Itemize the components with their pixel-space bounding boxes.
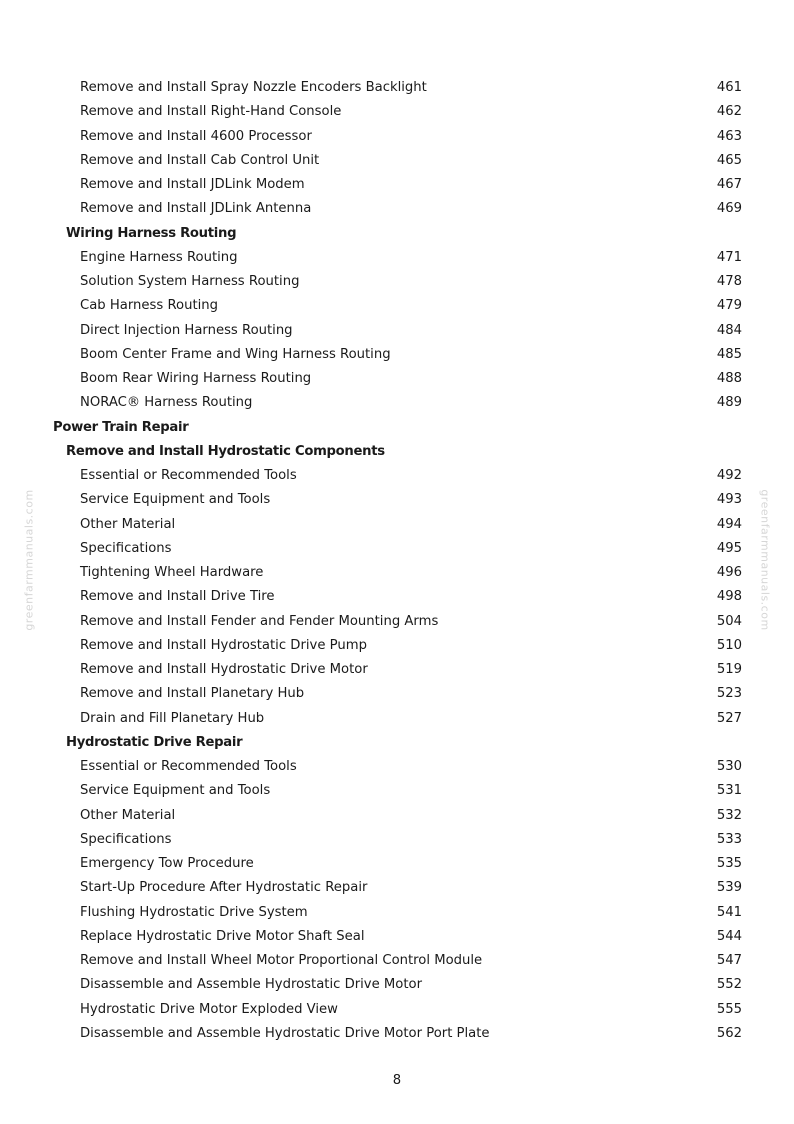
toc-entry-page-number: 530 [716, 759, 742, 774]
watermark-left: greenfarmmanuals.com [22, 489, 36, 631]
toc-section-heading[interactable] [0, 731, 794, 755]
toc-entry-page-number: 510 [716, 637, 742, 653]
toc-entry-page-number: 471 [716, 249, 742, 265]
toc-entry[interactable] [0, 901, 794, 925]
toc-entry-title: Specifications [80, 540, 172, 556]
toc-entry[interactable] [0, 343, 794, 367]
toc-entry-page-number: 485 [716, 346, 742, 362]
toc-entry-page-number: 489 [716, 395, 742, 411]
toc-entry[interactable] [0, 197, 794, 221]
toc-entry-title: Specifications [80, 831, 172, 847]
toc-entry[interactable] [0, 319, 794, 343]
toc-entry[interactable] [0, 173, 794, 197]
toc-entry[interactable] [0, 464, 794, 488]
toc-entry-title: NORAC® Harness Routing [80, 395, 253, 411]
toc-entry[interactable] [0, 779, 794, 803]
toc-entry-title: Remove and Install Hydrostatic Drive Motor [80, 662, 368, 677]
toc-entry-title: Essential or Recommended Tools [80, 759, 297, 774]
toc-entry-title: Remove and Install Cab Control Unit [80, 152, 320, 168]
toc-entry-title: Emergency Tow Procedure [80, 856, 254, 871]
toc-entry-page-number: 533 [716, 831, 742, 847]
toc-entry-page-number: 531 [716, 783, 742, 799]
toc-entry-title: Service Equipment and Tools [80, 492, 271, 508]
toc-entry-page-number: 463 [716, 128, 742, 144]
toc-entry-title: Drain and Fill Planetary Hub [80, 710, 265, 726]
toc-entry[interactable] [0, 876, 794, 900]
toc-entry-page-number: 555 [716, 1001, 742, 1017]
toc-section-heading[interactable] [0, 440, 794, 464]
toc-entry-title: Solution System Harness Routing [80, 274, 300, 289]
toc-entry-title: Engine Harness Routing [80, 249, 238, 265]
toc-entry-title: Boom Rear Wiring Harness Routing [80, 371, 312, 386]
toc-entry-page-number: 495 [716, 540, 742, 556]
toc-entry-page-number: 532 [716, 807, 742, 823]
toc-entry-title: Remove and Install JDLink Modem [80, 177, 305, 192]
toc-entry-page-number: 523 [716, 686, 742, 702]
toc-entry[interactable] [0, 804, 794, 828]
toc-entry-title: Remove and Install Right-Hand Console [80, 104, 342, 120]
toc-entry-title: Remove and Install Planetary Hub [80, 686, 305, 702]
toc-entry[interactable] [0, 949, 794, 973]
toc-entry-title: Wiring Harness Routing [66, 225, 237, 241]
toc-entry[interactable] [0, 852, 794, 876]
toc-entry-page-number: 462 [716, 104, 742, 120]
toc-entry-title: Remove and Install Hydrostatic Components [66, 443, 385, 459]
toc-entry-page-number: 519 [716, 662, 742, 677]
toc-entry[interactable] [0, 125, 794, 149]
toc-entry-page-number: 541 [716, 904, 742, 920]
toc-entry[interactable] [0, 610, 794, 634]
table-of-contents [0, 76, 794, 1046]
toc-entry[interactable] [0, 76, 794, 100]
toc-entry[interactable] [0, 246, 794, 270]
toc-entry-title: Remove and Install Fender and Fender Mounting Arms [80, 613, 439, 629]
toc-entry-title: Replace Hydrostatic Drive Motor Shaft Seal [80, 928, 365, 944]
toc-chapter-heading[interactable] [0, 416, 794, 440]
toc-entry-title: Other Material [80, 516, 176, 532]
toc-entry[interactable] [0, 149, 794, 173]
toc-entry-title: Disassemble and Assemble Hydrostatic Drive Motor [80, 977, 423, 993]
toc-entry-title: Remove and Install Drive Tire [80, 589, 275, 605]
toc-entry-title: Remove and Install 4600 Processor [80, 128, 312, 144]
toc-entry-page-number: 498 [716, 589, 742, 605]
toc-entry[interactable] [0, 391, 794, 415]
toc-entry[interactable] [0, 1022, 794, 1046]
toc-entry-title: Hydrostatic Drive Motor Exploded View [80, 1001, 338, 1017]
toc-entry-page-number: 488 [716, 371, 742, 386]
toc-entry-page-number: 496 [716, 565, 742, 580]
watermark-right: greenfarmmanuals.com [758, 489, 772, 631]
toc-entry-title: Start-Up Procedure After Hydrostatic Repair [80, 880, 368, 896]
toc-entry-page-number: 562 [716, 1025, 742, 1041]
toc-entry[interactable] [0, 585, 794, 609]
page-number: 8 [392, 1073, 402, 1088]
toc-entry[interactable] [0, 488, 794, 512]
toc-entry[interactable] [0, 634, 794, 658]
toc-entry[interactable] [0, 294, 794, 318]
toc-entry-title: Tightening Wheel Hardware [80, 565, 264, 580]
toc-entry-page-number: 504 [716, 613, 742, 629]
toc-entry-title: Remove and Install Wheel Motor Proportional Control Module [80, 953, 483, 968]
toc-entry-page-number: 552 [716, 977, 742, 993]
toc-entry-page-number: 479 [716, 298, 742, 314]
toc-entry[interactable] [0, 561, 794, 585]
toc-entry[interactable] [0, 925, 794, 949]
toc-entry-page-number: 494 [716, 516, 742, 532]
toc-entry-title: Flushing Hydrostatic Drive System [80, 904, 308, 920]
toc-entry-title: Remove and Install Hydrostatic Drive Pump [80, 637, 367, 653]
toc-entry-page-number: 465 [716, 152, 742, 168]
toc-entry-page-number: 469 [716, 201, 742, 217]
toc-entry[interactable] [0, 998, 794, 1022]
toc-entry[interactable] [0, 707, 794, 731]
toc-entry-title: Service Equipment and Tools [80, 783, 271, 799]
toc-section-heading[interactable] [0, 222, 794, 246]
toc-entry-page-number: 539 [716, 880, 742, 896]
toc-entry-page-number: 467 [716, 177, 742, 192]
toc-entry-title: Remove and Install JDLink Antenna [80, 201, 312, 217]
toc-entry[interactable] [0, 513, 794, 537]
toc-entry-title: Boom Center Frame and Wing Harness Routing [80, 346, 391, 362]
toc-entry-title: Other Material [80, 807, 176, 823]
toc-entry-page-number: 461 [716, 80, 742, 95]
toc-entry-title: Essential or Recommended Tools [80, 468, 297, 483]
toc-entry[interactable] [0, 270, 794, 294]
toc-entry-page-number: 527 [716, 710, 742, 726]
toc-entry-title: Direct Injection Harness Routing [80, 322, 293, 338]
toc-entry[interactable] [0, 828, 794, 852]
toc-entry-page-number: 492 [716, 468, 742, 483]
toc-entry-title: Power Train Repair [53, 419, 189, 435]
toc-entry-page-number: 484 [716, 322, 742, 338]
toc-entry[interactable] [0, 682, 794, 706]
toc-entry[interactable] [0, 973, 794, 997]
toc-entry-page-number: 544 [716, 928, 742, 944]
toc-entry[interactable] [0, 755, 794, 779]
toc-entry-page-number: 478 [716, 274, 742, 289]
toc-entry-title: Hydrostatic Drive Repair [66, 734, 243, 750]
toc-entry[interactable] [0, 537, 794, 561]
toc-entry-page-number: 535 [716, 856, 742, 871]
toc-entry[interactable] [0, 658, 794, 682]
toc-entry-page-number: 493 [716, 492, 742, 508]
toc-entry-title: Remove and Install Spray Nozzle Encoders Backlight [80, 80, 427, 95]
toc-entry-page-number: 547 [716, 953, 742, 968]
toc-entry-title: Cab Harness Routing [80, 298, 219, 314]
toc-entry[interactable] [0, 100, 794, 124]
toc-entry[interactable] [0, 367, 794, 391]
toc-entry-title: Disassemble and Assemble Hydrostatic Drive Motor Port Plate [80, 1025, 490, 1041]
